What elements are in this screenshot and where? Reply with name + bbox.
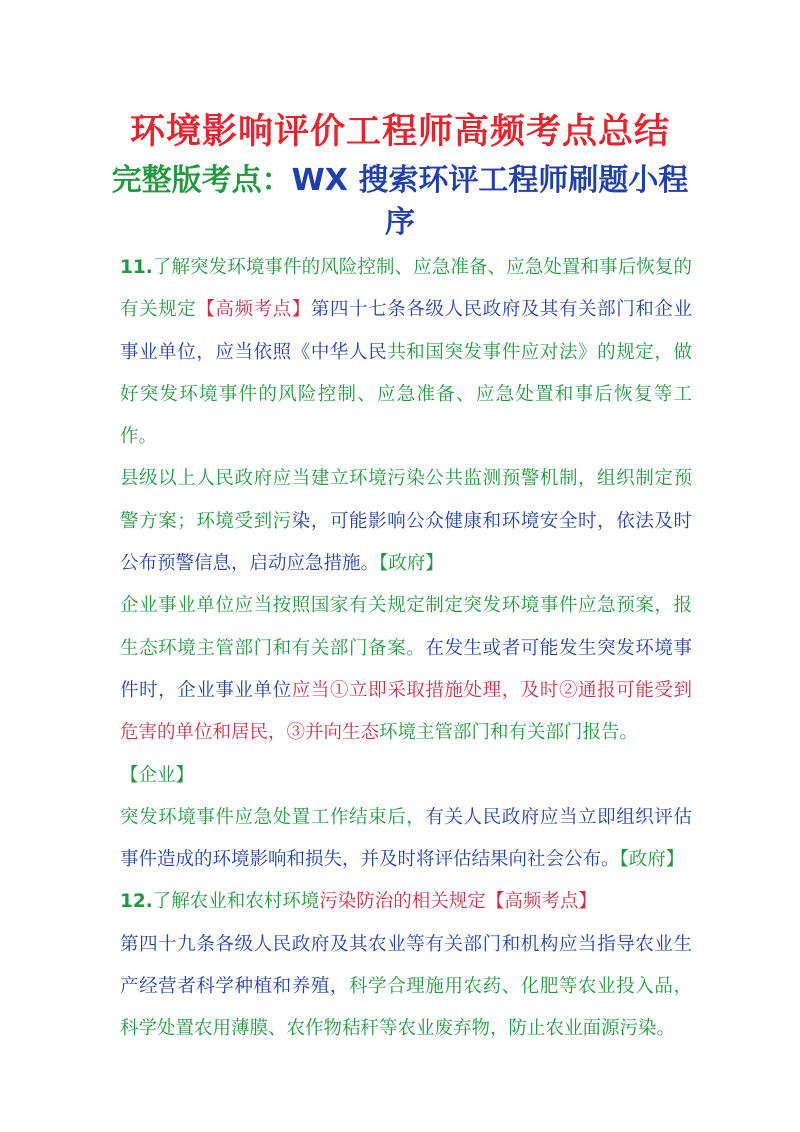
- subtitle-label: 完整版考点：: [111, 163, 292, 198]
- section-12-heading-2: 污染防治的相关规定: [319, 891, 486, 913]
- section-11-paragraph-3: [120, 585, 692, 754]
- section-12-heading: 了解农业和农村环境: [152, 891, 320, 913]
- section-11-heading: 了解突发环境事件的风险控制、应急准备、应急处置和事后恢复的有关规定: [120, 257, 692, 321]
- subtitle: [100, 160, 700, 244]
- section-12-paragraph-1: [120, 924, 692, 1051]
- section-11-p4-green: 突发环境事件应急处置工作结束后，: [120, 806, 426, 828]
- section-11-p3-green2: 环境主管部门和有关部门报告。: [379, 722, 639, 744]
- subtitle-promo: WX 搜索环评工程师刷题小程序: [291, 163, 689, 240]
- document-body: [120, 247, 692, 1051]
- section-11-p3-green: 企业事业单位应当按照国家有关规定制定突发环境事件应急预案，报生态环境主管部门和有关部门备案。: [120, 595, 692, 659]
- section-11-p4-blue: 有关人民政府应当立即组织评估事件造成的环境影响和损失，并及时将评估结果向社会公布。: [120, 806, 692, 871]
- section-11-p2-green: 县级以上人民政府应当建立环境污染公共监测预警机制，组织制定预警方案；环境受到污: [120, 468, 692, 532]
- section-11-p1-blue: 第四十七条各级人民政府及其有关部门和企业事业单位，应当依照《中华人民: [120, 299, 692, 363]
- section-11-p2-tag: 【政府】: [379, 553, 444, 575]
- section-11-p2-blue: 染，可能影响公众健康和环境安全时，依法及时公布预警信息，启动应急措施。: [120, 510, 692, 575]
- section-11-tag: 【高频考点】: [196, 299, 311, 321]
- section-12-p1-blue: 第四十九条各级人民政府及其农业等有关部门和机构应当指导农业生产经营者科学种植和养殖，: [120, 933, 692, 998]
- section-11-p4-tag: 【政府】: [619, 849, 685, 871]
- page-title: 环境影响评价工程师高频考点总结: [129, 112, 670, 152]
- section-11-p3-blue: 在发生或者可能发生突发环境事件时，企业事业单位: [120, 637, 692, 701]
- section-12-tag: 【高频考点】: [485, 891, 597, 913]
- section-12-p1-green: 科学合理施用农药、化肥等农业投入品，科学处置农用薄膜、农作物秸秆等农业废弃物，防止农业面源污染。: [120, 976, 692, 1040]
- section-11-number: 11.: [120, 257, 153, 278]
- section-11-paragraph-3-tag: [120, 755, 692, 797]
- section-11-p1-green: 共和国突发事件应对法》的规定，做好突发环境事件的风险控制、应急准备、应急处置和事后恢复等工作。: [120, 341, 692, 448]
- section-11-paragraph-4: [120, 797, 692, 882]
- section-12-heading-line: [120, 881, 692, 923]
- section-11-p3-tag: 【企业】: [120, 764, 195, 786]
- section-11-paragraph-1: [120, 247, 692, 458]
- section-12-number: 12.: [120, 891, 153, 913]
- section-11-p3-red: 应当①立即采取措施处理，及时②通报可能受到危害的单位和居民，③并向生态: [120, 679, 692, 744]
- section-11-paragraph-2: [120, 458, 692, 585]
